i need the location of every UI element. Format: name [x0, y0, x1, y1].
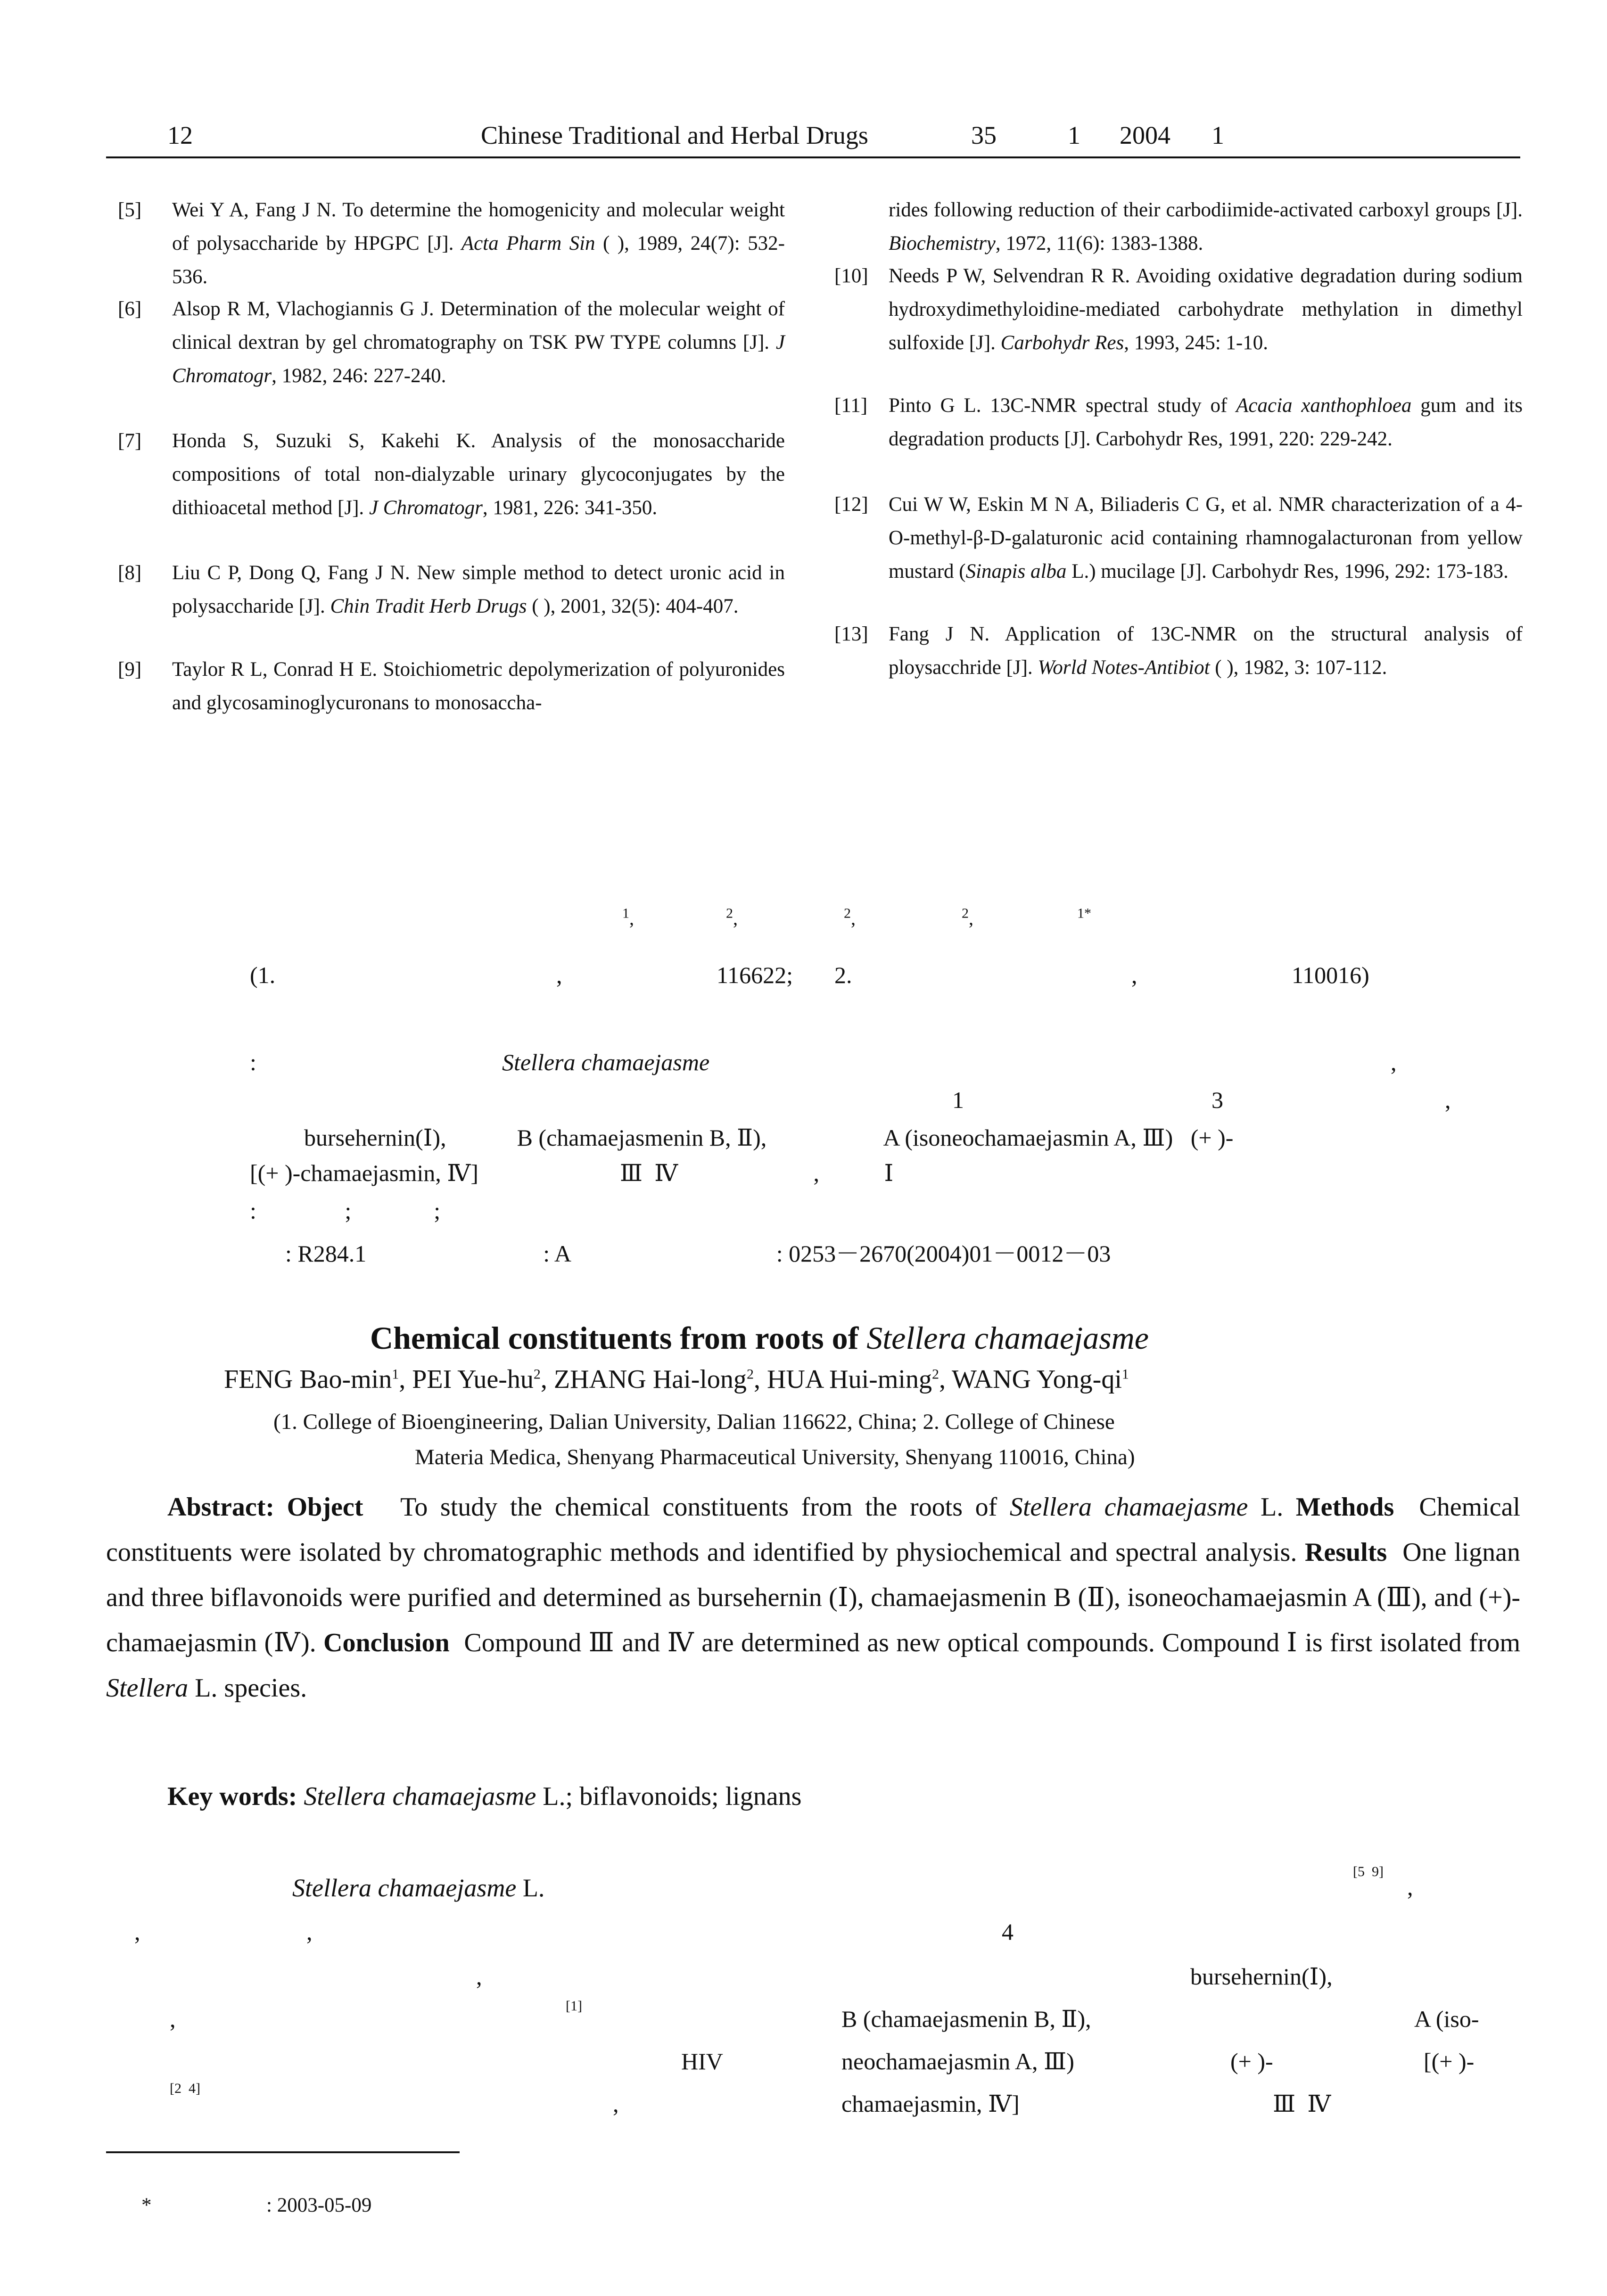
- cn-abstract-comma2: ,: [1445, 1087, 1451, 1113]
- reference-number: [12]: [834, 493, 868, 516]
- author-name: HUA Hui-ming: [766, 1365, 932, 1394]
- body-right-l4a: B (chamaejasmenin B, Ⅱ),: [841, 2006, 1091, 2032]
- english-abstract: Abstract: Object To study the chemical constituents from the roots of Stellera chamaejasme L. Methods Chemical constituents were isolated by chromatographic methods and identified by physiochemical and spectral analysis. Results One lignan and three biflavonoids were purified and determined as bursehernin (Ⅰ), chamaejasmenin B (Ⅱ), isoneochamaejasmin A (Ⅲ), and (+)-chamaejasmin (Ⅳ). Conclusion Compound Ⅲ and Ⅳ are determined as new optical compounds. Compound Ⅰ is first isolated from Stellera L. species.: [106, 1492, 1521, 1703]
- cn-affil-zip2: 110016): [1292, 962, 1369, 988]
- reference-item: [118, 292, 785, 393]
- body-right-l6b: Ⅲ Ⅳ: [1273, 2091, 1331, 2117]
- body-left-ref1: [1]: [566, 1998, 582, 2014]
- reference-item: [834, 617, 1523, 684]
- body-left-ref24: [2 4]: [170, 2081, 200, 2096]
- reference-number: [11]: [834, 394, 868, 417]
- reference-item: [834, 193, 1523, 260]
- body-right-l5b: (+ )-: [1230, 2048, 1273, 2075]
- reference-item: [834, 389, 1523, 456]
- journal-month: 1: [1211, 121, 1224, 149]
- reference-number: [7]: [118, 430, 142, 452]
- cn-classification: : R284.1 : A : 0253－2670(2004)01－0012－03: [285, 1240, 1111, 1267]
- author-affil-sup: 1: [392, 1366, 399, 1382]
- reference-text: Liu C P, Dong Q, Fang J N. New simple method to detect uronic acid in polysaccharide [J]. Chin Tradit Herb Drugs ( ), 2001, 32(5): 404-407.: [172, 562, 785, 617]
- cn-affil-comma2: ,: [1131, 962, 1137, 988]
- body-right-ref59: [5 9]: [1353, 1864, 1384, 1879]
- reference-text: rides following reduction of their carbodiimide-activated carboxyl groups [J]. Biochemistry, 1972, 11(6): 1383-1388.: [889, 199, 1523, 254]
- reference-item: [118, 424, 785, 525]
- reference-item: [118, 556, 785, 623]
- author-name: ZHANG Hai-long: [553, 1365, 747, 1394]
- english-keywords: Key words: Stellera chamaejasme L.; biflavonoids; lignans: [167, 1782, 802, 1811]
- cn-author-marker-2a: $^2$,: [726, 905, 738, 929]
- body-left-l2b: ,: [306, 1919, 313, 1945]
- author-affil-sup: 2: [533, 1366, 541, 1382]
- author-affil-sup: 2: [746, 1366, 754, 1382]
- cn-abstract-line4: [(+ )-chamaejasmin, Ⅳ] Ⅲ Ⅳ , Ⅰ: [250, 1160, 894, 1186]
- body-right-l5c: [(+ )-: [1424, 2048, 1475, 2075]
- author-affil-sup: 2: [931, 1366, 939, 1382]
- body-left-l6: ,: [613, 2091, 619, 2117]
- header-rule: [106, 156, 1520, 158]
- reference-item: [118, 193, 785, 294]
- cn-affil-2: 2.: [834, 962, 852, 988]
- reference-number: [6]: [118, 298, 142, 320]
- body-left-species: Stellera chamaejasme L.: [292, 1874, 545, 1902]
- english-affil-1: (1. College of Bioengineering, Dalian University, Dalian 116622, China; 2. College of Chinese: [273, 1410, 1115, 1434]
- cn-author-marker-2c: $^2$,: [962, 905, 973, 929]
- body-right-l6a: chamaejasmin, Ⅳ]: [841, 2091, 1020, 2117]
- cn-abstract-comma: ,: [1391, 1049, 1397, 1075]
- footnote-date: : 2003-05-09: [266, 2194, 372, 2216]
- cn-abstract-colon: :: [250, 1049, 256, 1075]
- cn-keywords: : ; ;: [250, 1197, 441, 1224]
- reference-text: Cui W W, Eskin M N A, Biliaderis C G, et al. NMR characterization of a 4-O-methyl-β-D-galaturonic acid containing rhamnogalacturonan from yellow mustard (Sinapis alba L.) mucilage [J]. Carbohydr Res, 1996, 292: 173-183.: [889, 493, 1523, 582]
- journal-issue: 1: [1068, 121, 1080, 149]
- reference-number: [10]: [834, 265, 868, 287]
- author-name: FENG Bao-min: [224, 1365, 392, 1394]
- reference-number: [13]: [834, 623, 868, 645]
- body-left-l2a: ,: [134, 1919, 140, 1945]
- body-right-l3: bursehernin(Ⅰ),: [1190, 1963, 1333, 1990]
- cn-author-markers: $^1$,: [622, 905, 634, 929]
- page-number: 12: [167, 121, 193, 149]
- author-affil-sup: 1: [1121, 1366, 1129, 1382]
- reference-text: Needs P W, Selvendran R R. Avoiding oxidative degradation during sodium hydroxydimethyloidine-mediated carbohydrate methylation in dimethyl sulfoxide [J]. Carbohydr Res, 1993, 245: 1-10.: [889, 265, 1523, 354]
- reference-number: [5]: [118, 199, 142, 221]
- cn-affil-comma1: ,: [556, 962, 562, 988]
- body-left-l3: ,: [476, 1963, 482, 1990]
- body-right-l4b: A (iso-: [1414, 2006, 1479, 2032]
- footnote-rule: [106, 2151, 460, 2153]
- body-right-four: 4: [1002, 1919, 1014, 1945]
- reference-text: Wei Y A, Fang J N. To determine the homogenicity and molecular weight of polysaccharide by HPGPC [J]. Acta Pharm Sin ( ), 1989, 24(7): 532-536.: [172, 199, 785, 288]
- reference-number: [9]: [118, 658, 142, 681]
- reference-item: [834, 488, 1523, 588]
- cn-author-marker-2b: $^2$,: [844, 905, 856, 929]
- footnote-star: *: [141, 2194, 152, 2216]
- body-left-hiv: HIV: [681, 2048, 723, 2075]
- body-right-ref59-tail: ,: [1407, 1874, 1413, 1900]
- cn-abstract-one: 1: [952, 1087, 964, 1113]
- reference-item: [834, 259, 1523, 360]
- reference-text: Fang J N. Application of 13C-NMR on the structural analysis of ploysacchride [J]. World Notes-Antibiot ( ), 1982, 3: 107-112.: [889, 623, 1523, 679]
- reference-text: Taylor R L, Conrad H E. Stoichiometric depolymerization of polyuronides and glycosaminoglycuronans to monosaccha-: [172, 658, 785, 714]
- body-left-l4: ,: [170, 2006, 176, 2032]
- cn-abstract-three: 3: [1211, 1087, 1223, 1113]
- reference-text: Pinto G L. 13C-NMR spectral study of Acacia xanthophloea gum and its degradation products [J]. Carbohydr Res, 1991, 220: 229-242.: [889, 394, 1523, 450]
- cn-abstract-species: Stellera chamaejasme: [502, 1049, 710, 1075]
- cn-abstract-line3: bursehernin(Ⅰ), B (chamaejasmenin B, Ⅱ), A (isoneochamaejasmin A, Ⅲ) (+ )-: [304, 1124, 1234, 1151]
- journal-name: Chinese Traditional and Herbal Drugs: [481, 121, 868, 149]
- author-name: PEI Yue-hu: [412, 1365, 534, 1394]
- body-right-l5a: neochamaejasmin A, Ⅲ): [841, 2048, 1074, 2075]
- cn-author-marker-1star: 1*: [1077, 905, 1091, 921]
- cn-affil-zip1: 116622;: [717, 962, 793, 988]
- cn-affil-1: (1.: [250, 962, 276, 988]
- english-affil-2: Materia Medica, Shenyang Pharmaceutical University, Shenyang 110016, China): [415, 1445, 1135, 1469]
- reference-number: [8]: [118, 562, 142, 584]
- english-title: Chemical constituents from roots of Stellera chamaejasme: [370, 1320, 1149, 1356]
- reference-text: Honda S, Suzuki S, Kakehi K. Analysis of the monosaccharide compositions of total non-dialyzable urinary glycoconjugates by the dithioacetal method [J]. J Chromatogr, 1981, 226: 341-350.: [172, 430, 785, 519]
- author-name: WANG Yong-qi: [951, 1365, 1122, 1394]
- reference-item: [118, 653, 785, 720]
- journal-year: 2004: [1120, 121, 1170, 149]
- journal-volume: 35: [971, 121, 997, 149]
- reference-text: Alsop R M, Vlachogiannis G J. Determination of the molecular weight of clinical dextran by gel chromatography on TSK PW TYPE columns [J]. J Chromatogr, 1982, 246: 227-240.: [172, 298, 785, 387]
- english-authors: FENG Bao-$\min^1$, PEI Yue-$hu^2$, ZHANG Hai-long$^2$, HUA Hui-ming$^2$, WANG Yong-$qi^1$: [224, 1365, 1129, 1394]
